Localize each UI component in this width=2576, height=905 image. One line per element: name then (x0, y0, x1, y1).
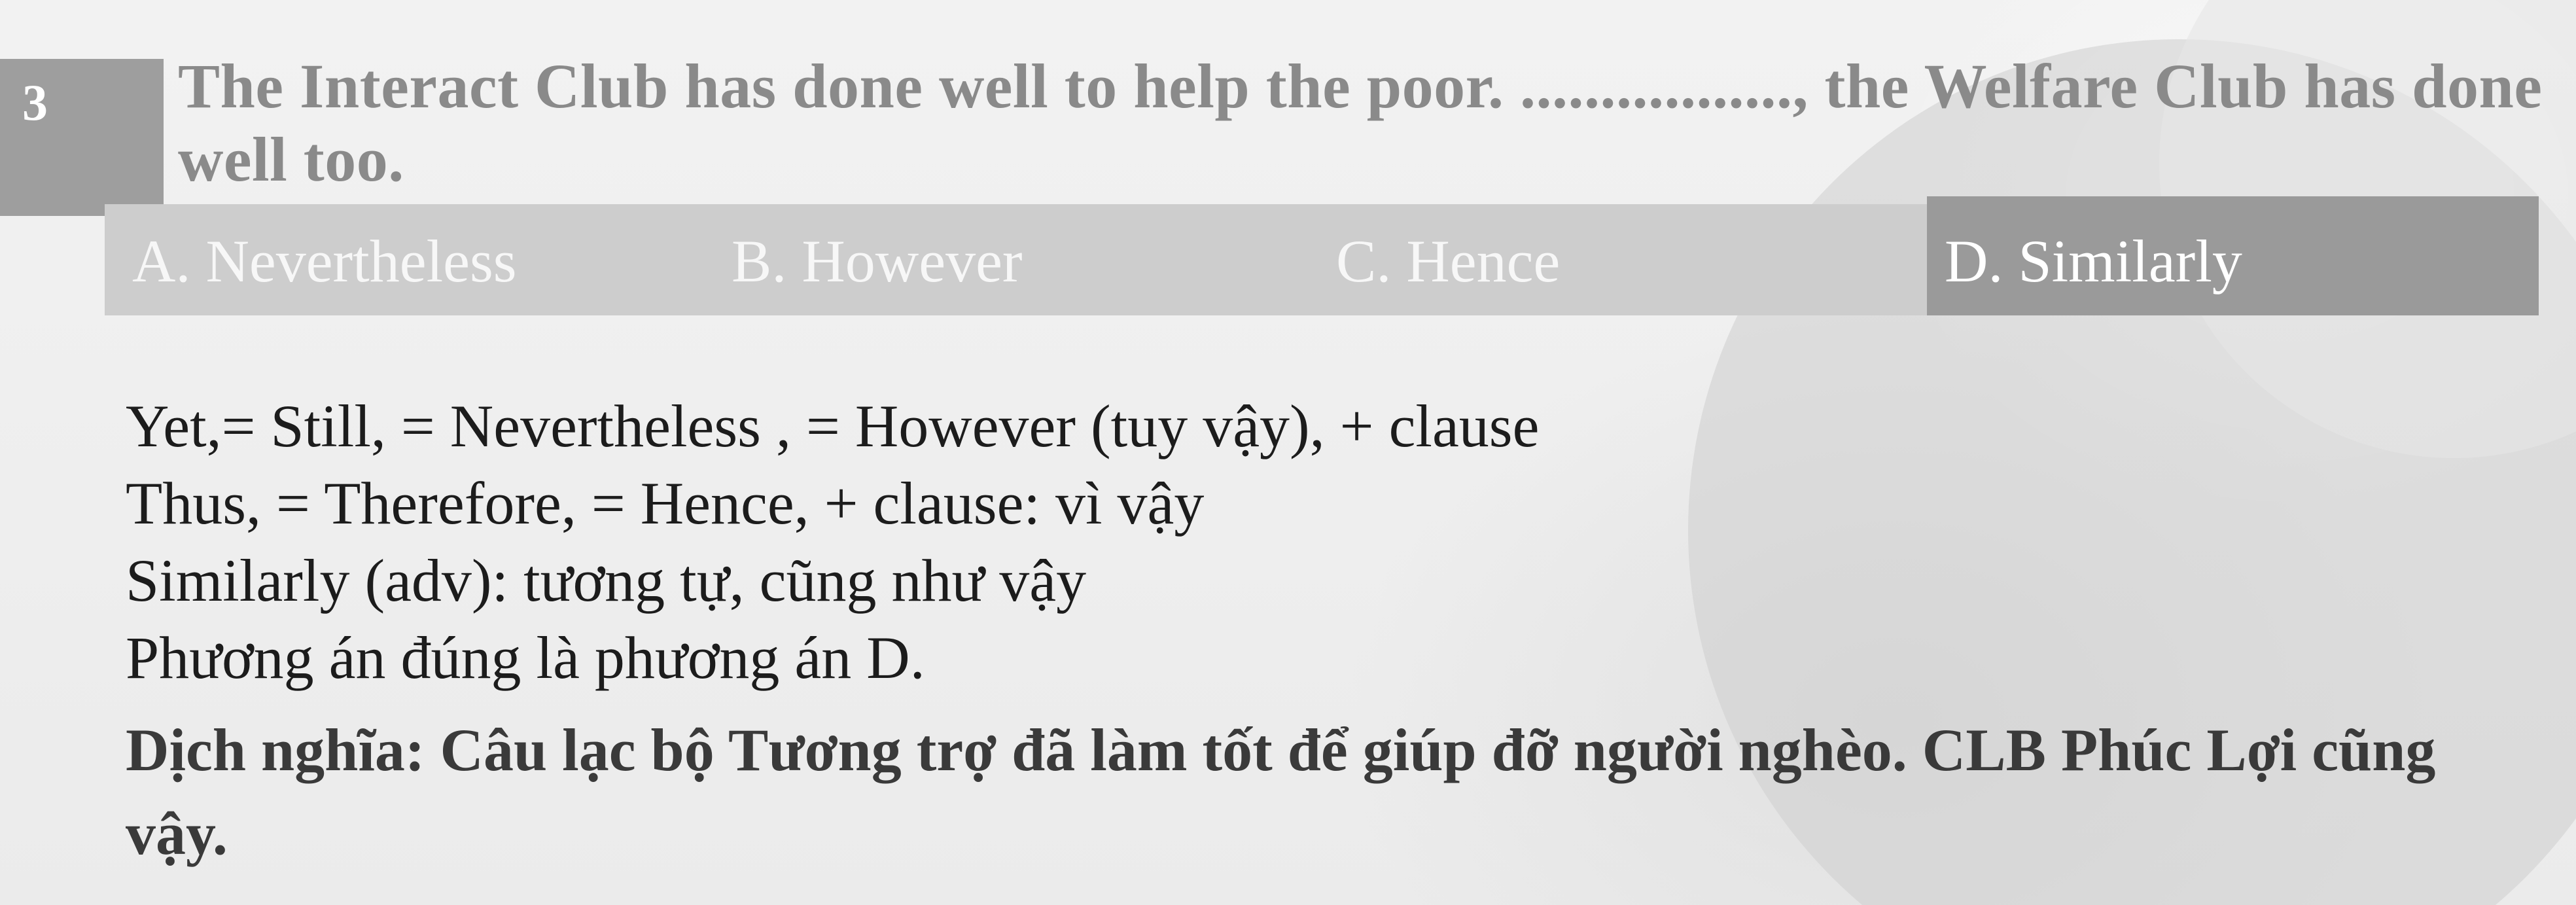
explanation-line-3: Similarly (adv): tương tự, cũng như vậy (126, 547, 1087, 614)
option-b[interactable]: B. However (732, 228, 1023, 294)
option-a[interactable]: A. Nevertheless (132, 228, 517, 294)
question-text: The Interact Club has done well to help the poor. ................., the Welfare Club has done well too. (178, 51, 2543, 194)
question-number-badge (0, 59, 164, 216)
question-text-block (178, 50, 2547, 196)
option-c[interactable]: C. Hence (1336, 228, 1561, 294)
option-d[interactable]: D. Similarly (1945, 228, 2242, 294)
translation-text: Dịch nghĩa: Câu lạc bộ Tương trợ đã làm tốt để giúp đỡ người nghèo. CLB Phúc Lợi cũng vậy. (126, 717, 2436, 867)
answer-options-bar (105, 204, 2539, 315)
question-number: 3 (22, 74, 48, 131)
explanation-line-1: Yet,= Still, = Nevertheless , = However (tuy vậy), + clause (126, 393, 1540, 459)
explanation-line-2: Thus, = Therefore, = Hence, + clause: vì vậy (126, 470, 1205, 537)
explanation-line-4: Phương án đúng là phương án D. (126, 624, 925, 691)
